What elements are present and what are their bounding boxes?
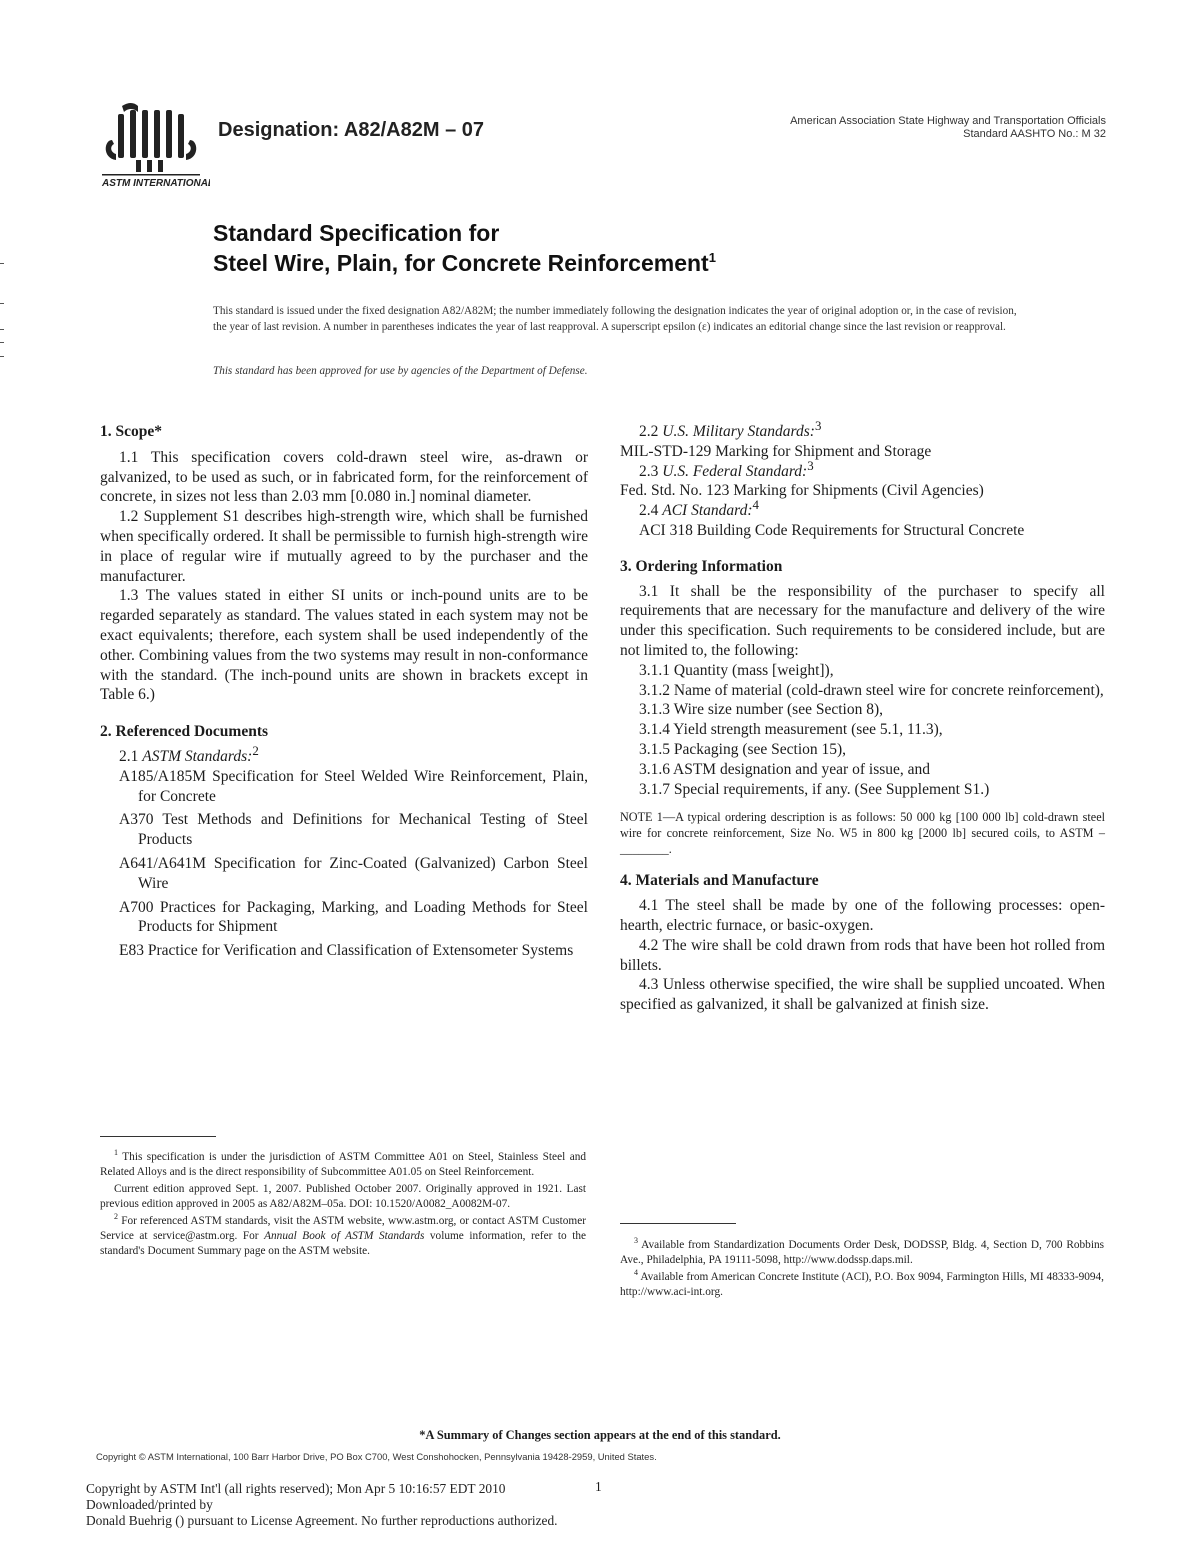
section-4-heading: 4. Materials and Manufacture [620,872,819,890]
paragraph-4-3: 4.3 Unless otherwise specified, the wire shall be supplied uncoated. When specified as galvanized, it shall be galvanized at finish size. [620,976,1105,1014]
document-title [213,218,716,278]
footnote-2-text-a: For referenced ASTM standards, visit the ASTM website, www.astm.org, or contact ASTM Customer Service at service@astm.org. For [100,1215,586,1242]
paragraph-4-1: 4.1 The steel shall be made by one of the following processes: open-hearth, electric furnace, or basic-oxygen. [620,897,1105,934]
ordering-item: 3.1.6 ASTM designation and year of issue, and [639,760,931,778]
reference-item: A370 Test Methods and Definitions for Mechanical Testing of Steel Products [119,811,588,849]
right-column [620,417,1105,1015]
footnote-2 [100,1214,586,1259]
footnote-4-marker: 4 [634,1268,638,1278]
download-stamp-line-1: Copyright by ASTM Int'l (all rights reserved); Mon Apr 5 10:16:57 EDT 2010 [86,1481,506,1496]
ordering-item: 3.1.7 Special requirements, if any. (See Supplement S1.) [639,780,990,798]
reference-item: A700 Practices for Packaging, Marking, and Loading Methods for Steel Products for Shipment [119,898,588,936]
military-standard-item: MIL-STD-129 Marking for Shipment and Storage [620,442,932,460]
paragraph-2-1-label: ASTM Standards: [142,747,253,765]
margin-mark [0,342,4,343]
paragraph-2-2-number: 2.2 [639,423,659,440]
paragraph-2-3-label: U.S. Federal Standard: [662,462,808,480]
paragraph-4-2: 4.2 The wire shall be cold drawn from rods that have been hot rolled from billets. [620,936,1105,974]
astm-logo-icon [100,100,210,190]
footnote-rule [100,1136,216,1137]
footnote-4-text: Available from American Concrete Institute (ACI), P.O. Box 9094, Farmington Hills, MI 48333-9094, http://www.aci-int.org. [620,1271,1104,1298]
footnote-2-italic: Annual Book of ASTM Standards [264,1230,425,1242]
paragraph-2-3 [620,457,1105,482]
paragraph-1-1: 1.1 This specification covers cold-drawn steel wire, as-drawn or galvanized, to be used as such, or in fabricated form, for the reinforcement of concrete, in sizes not less than 2.03 mm [0.080 in.] nominal diameter. [100,448,588,506]
download-stamp-line-3: Donald Buehrig () pursuant to License Agreement. No further reproductions authorized. [86,1513,558,1528]
aci-standard-item: ACI 318 Building Code Requirements for Structural Concrete [639,521,1025,539]
footnote-4 [620,1270,1104,1300]
left-footnotes [100,1150,586,1261]
footnote-1-edition: Current edition approved Sept. 1, 2007. Published October 2007. Originally approved in 1921. Last previous edition approved in 2005 as A82/A82M–05a. DOI: 10.1520/A0082_A0082M-07. [100,1183,586,1210]
footnote-3-marker: 3 [634,1236,638,1246]
paragraph-2-3-footnote: 3 [807,457,814,473]
download-stamp [86,1481,558,1529]
download-stamp-line-2: Downloaded/printed by [86,1497,213,1512]
paragraph-2-2-label: U.S. Military Standards: [662,423,815,440]
aashto-line-1: American Association State Highway and Transportation Officials [790,115,1106,127]
paragraph-2-2 [620,417,1105,442]
ordering-item: 3.1.5 Packaging (see Section 15), [639,740,847,758]
summary-of-changes-note: *A Summary of Changes section appears at the end of this standard. [419,1428,781,1442]
federal-standard-item: Fed. Std. No. 123 Marking for Shipments (Civil Agencies) [620,482,984,500]
section-3-heading: 3. Ordering Information [620,557,783,575]
ordering-item: 3.1.2 Name of material (cold-drawn steel wire for concrete reinforcement), [639,681,1104,699]
margin-mark [0,303,4,304]
paragraph-2-2-footnote: 3 [814,417,822,433]
note-1: NOTE 1—A typical ordering description is as follows: 50 000 kg [100 000 lb] cold-drawn steel wire for concrete reinforcement, Size No. W5 in 800 kg [2000 lb] secured coils, to ASTM – ________. [620,810,1105,857]
paragraph-2-1-number: 2.1 [119,747,139,765]
designation: Designation: A82/A82M – 07 [218,119,485,141]
footnote-1-marker: 1 [114,1148,118,1158]
footnote-2-marker: 2 [114,1212,118,1222]
aashto-line-2: Standard AASHTO No.: M 32 [963,128,1106,140]
footnote-2-text-b: volume information, refer to the standard's Document Summary page on the ASTM website. [100,1230,587,1257]
paragraph-2-1-footnote: 2 [252,742,259,758]
astm-logo [100,100,210,190]
paragraph-3-1: 3.1 It shall be the responsibility of the purchaser to specify all requirements that are necessary for the manufacture and delivery of the wire under this specification. Such requirements to be considered include, but are not limited to, the following: [620,582,1105,659]
paragraph-1-3: 1.3 The values stated in either SI units or inch-pound units are to be regarded separately as standard. The values stated in each system may not be exact equivalents; therefore, each system shall be used independently of the other. Combining values from the two systems may result in non-conformance with the standard. (The inch-pound units are shown in brackets except in Table 6.) [100,587,588,704]
paragraph-2-4 [620,497,1105,521]
footnote-3 [620,1238,1104,1268]
paragraph-2-3-number: 2.3 [639,462,659,480]
copyright-line: Copyright © ASTM International, 100 Barr Harbor Drive, PO Box C700, West Conshohocken, Pennsylvania 19428-2959, United States. [96,1451,657,1462]
title-line-2 [213,248,716,278]
title-line-1: Standard Specification for [213,220,500,246]
title-footnote-marker: 1 [708,250,716,265]
ordering-item: 3.1.4 Yield strength measurement (see 5.1, 11.3), [639,721,943,739]
margin-mark [0,356,4,357]
paragraph-2-4-footnote: 4 [752,497,759,513]
title-line-2-text: Steel Wire, Plain, for Concrete Reinforcement [213,250,709,276]
section-1-heading: 1. Scope* [100,423,162,440]
issuance-statement: This standard is issued under the fixed designation A82/A82M; the number immediately following the designation indicates the year of original adoption or, in the case of revision, the year of last revision. A number in parentheses indicates the year of last reapproval. A superscript epsilon (ε) indicates an editorial change since the last revision or reapproval. [213,305,1017,333]
footnote-3-text: Available from Standardization Documents Order Desk, DODSSP, Bldg. 4, Section D, 700 Robbins Ave., Philadelphia, PA 19111-5098, http://www.dodssp.daps.mil. [620,1239,1104,1266]
section-2-heading: 2. Referenced Documents [100,723,269,741]
margin-mark [0,329,4,330]
paragraph-1-2: 1.2 Supplement S1 describes high-strength wire, which shall be furnished when specifically ordered. It shall be permissible to furnish high-strength wire in place of regular wire if mutually agreed to by the purchaser and the manufacturer. [100,508,588,585]
left-column [100,422,588,961]
paragraph-2-4-number: 2.4 [639,502,659,520]
page-number: 1 [595,1479,602,1494]
footnote-rule [620,1223,736,1224]
ordering-item: 3.1.1 Quantity (mass [weight]), [639,661,834,679]
paragraph-2-1 [100,742,588,767]
footnote-1-text: This specification is under the jurisdiction of ASTM Committee A01 on Steel, Stainless Steel and Related Alloys and is the direct responsibility of Subcommittee A01.05 on Steel Reinforcement. [100,1151,586,1178]
right-footnotes [620,1238,1104,1302]
dod-approval-statement: This standard has been approved for use by agencies of the Department of Defense. [213,365,588,377]
footnote-1 [100,1150,586,1180]
reference-item: A185/A185M Specification for Steel Welded Wire Reinforcement, Plain, for Concrete [119,767,588,805]
paragraph-2-4-label: ACI Standard: [662,502,753,520]
aashto-reference [790,115,1106,141]
margin-mark [0,263,4,264]
reference-item: E83 Practice for Verification and Classification of Extensometer Systems [119,942,574,960]
logo-wordmark: ASTM INTERNATIONAL [102,178,210,189]
reference-item: A641/A641M Specification for Zinc-Coated (Galvanized) Carbon Steel Wire [119,854,588,892]
ordering-item: 3.1.3 Wire size number (see Section 8), [639,701,884,719]
